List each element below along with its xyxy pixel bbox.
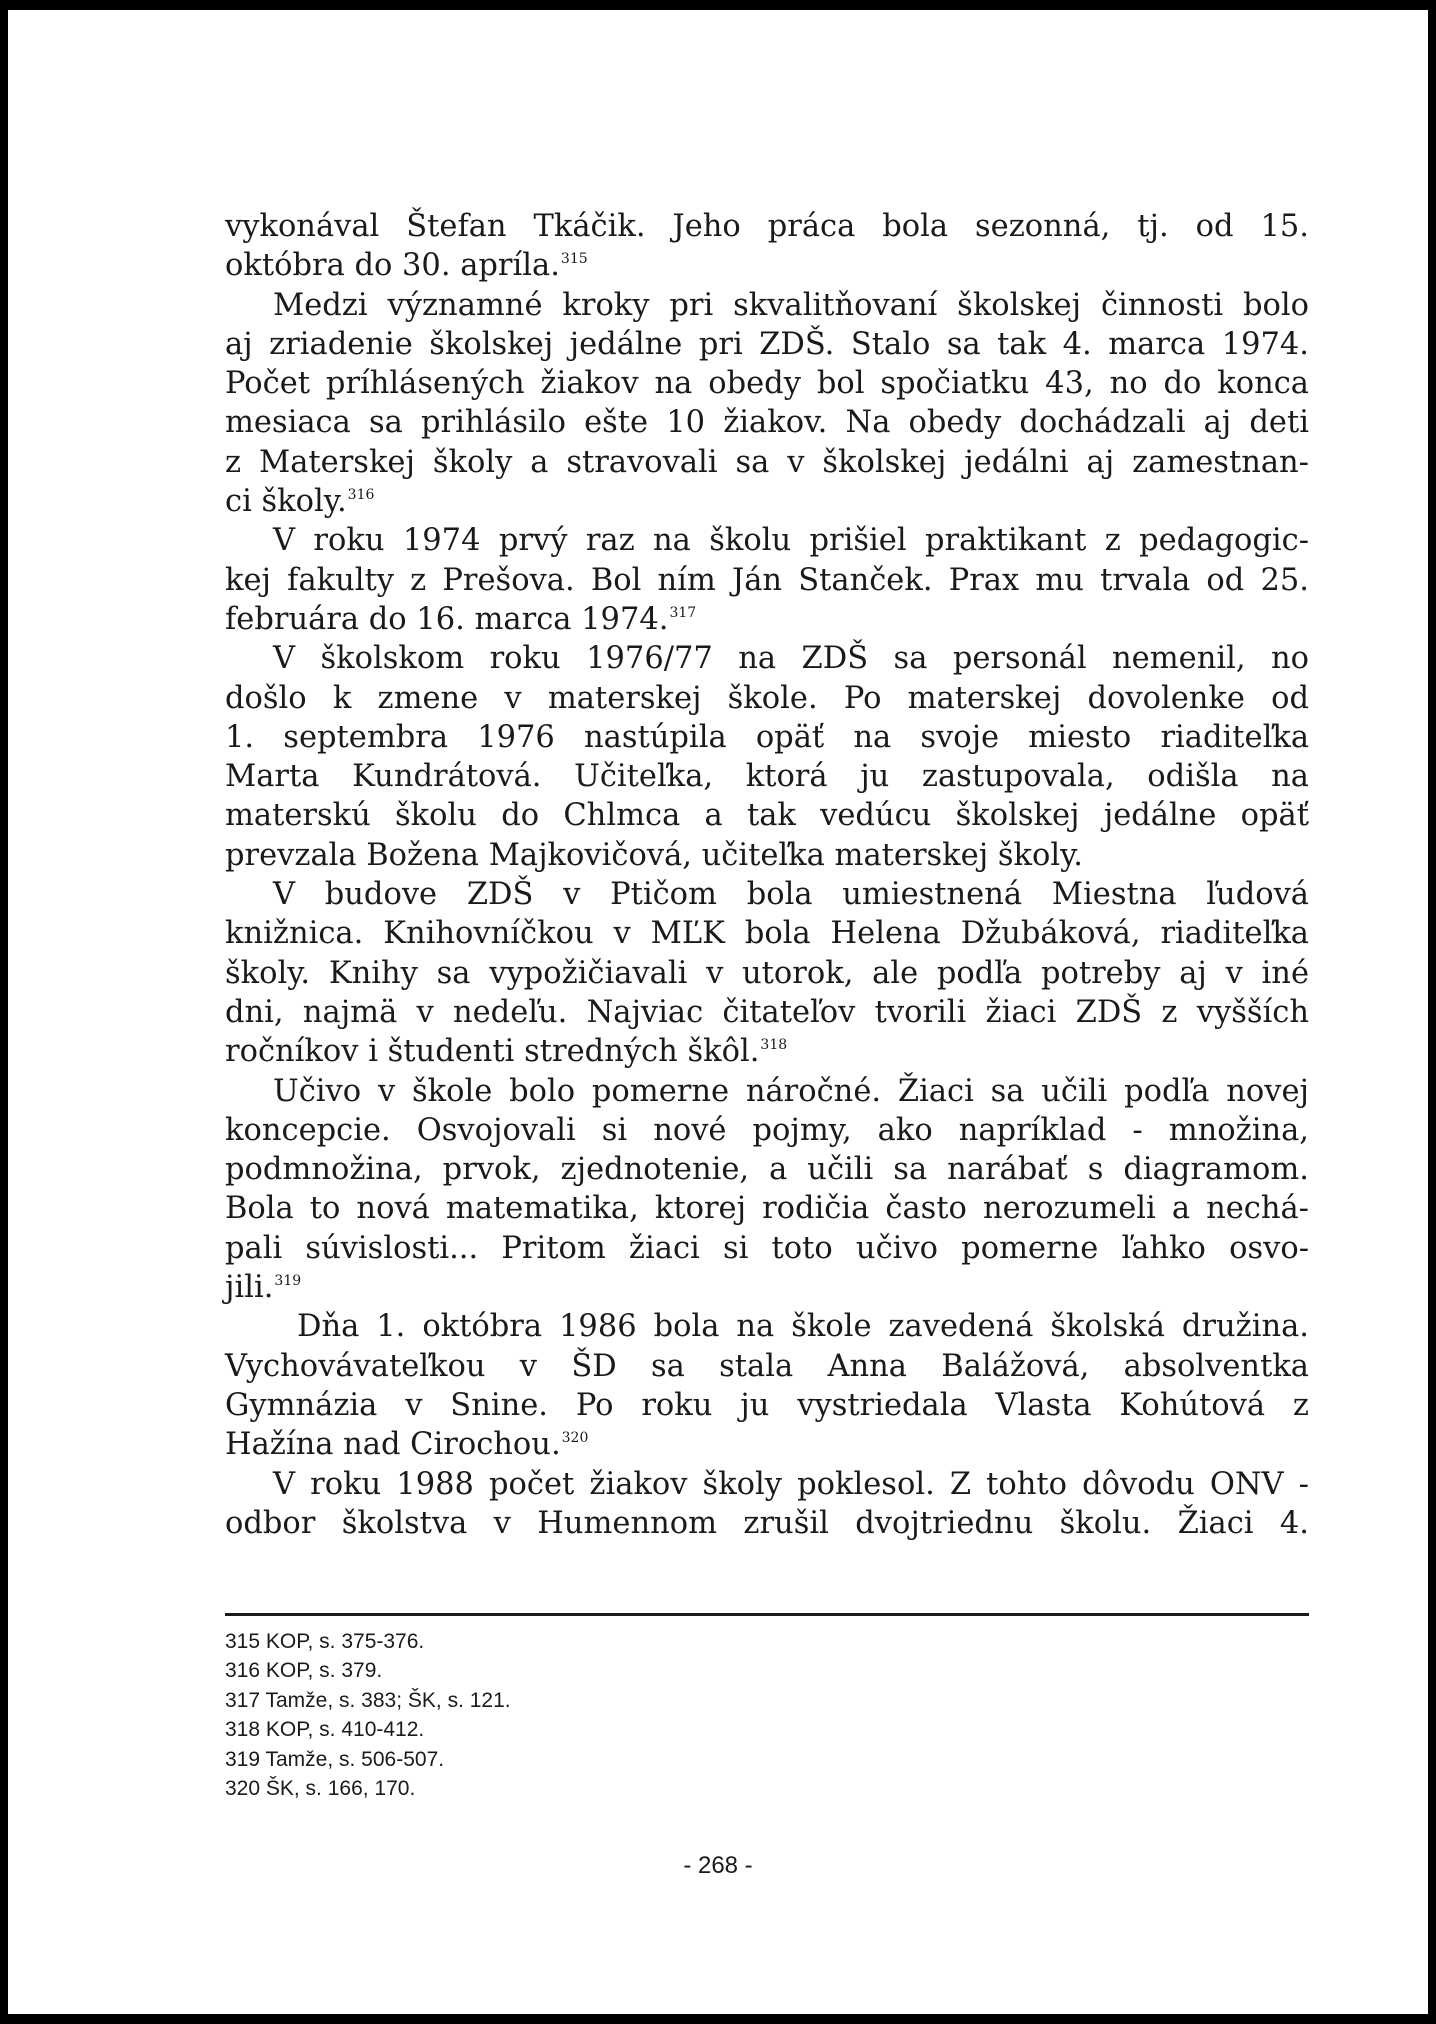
text-line: materskú školu do Chlmca a tak vedúcu školskej jedálne opäť (225, 798, 1309, 834)
paragraph-start-line: Dňa 1. októbra 1986 bola na škole zavedená školská družina. (297, 1309, 1309, 1345)
text-line: aj zriadenie školskej jedálne pri ZDŠ. Stalo sa tak 4. marca 1974. (225, 326, 1309, 362)
footnote-ref: 320 (561, 1430, 589, 1447)
footnote-ref: 318 (760, 1037, 788, 1054)
paragraph-start-line: Medzi významné kroky pri skvalitňovaní školskej činnosti bolo (273, 287, 1309, 323)
text-line: Gymnázia v Snine. Po roku ju vystriedala Vlasta Kohútová z (225, 1387, 1309, 1423)
text-line: ci školy.$^{316}$ (225, 484, 375, 520)
paragraph-start-line: Učivo v škole bolo pomerne náročné. Žiaci sa učili podľa novej (273, 1073, 1309, 1109)
text-line: odbor školstva v Humennom zrušil dvojtriednu školu. Žiaci 4. (225, 1505, 1309, 1541)
footnote: 320 ŠK, s. 166, 170. (225, 1777, 416, 1801)
text-line: kej fakulty z Prešova. Bol ním Ján Stanček. Prax mu trvala od 25. (225, 562, 1309, 598)
text-line: došlo k zmene v materskej škole. Po materskej dovolenke od (225, 680, 1309, 716)
page-number: - 268 - (683, 1852, 753, 1879)
text-line: koncepcie. Osvojovali si nové pojmy, ako napríklad - množina, (225, 1112, 1309, 1148)
footnotes (225, 1627, 925, 1803)
text-line: pali súvislosti... Pritom žiaci si toto učivo pomerne ľahko osvo- (225, 1230, 1309, 1266)
text-line: jili.$^{319}$ (225, 1270, 302, 1306)
text-line: vykonával Štefan Tkáčik. Jeho práca bola sezonná, tj. od 15. (225, 209, 1309, 244)
text-line: dni, najmä v nedeľu. Najviac čitateľov tvorili žiaci ZDŠ z vyšších (225, 994, 1309, 1030)
text-line: februára do 16. marca 1974.$^{317}$ (225, 601, 697, 637)
body-text (225, 207, 1309, 1543)
paragraph-start-line: V roku 1974 prvý raz na školu prišiel praktikant z pedagogic- (273, 523, 1309, 559)
text-line: z Materskej školy a stravovali sa v školskej jedálni aj zamestnan- (225, 444, 1309, 480)
footnote-ref: 319 (274, 1273, 302, 1290)
footnote-ref: 317 (669, 604, 697, 621)
footnote: 319 Tamže, s. 506-507. (225, 1747, 445, 1771)
text-line: Vychovávateľkou v ŠD sa stala Anna Balážová, absolventka (225, 1348, 1309, 1384)
text-line: podmnožina, prvok, zjednotenie, a učili sa narábať s diagramom. (225, 1152, 1309, 1188)
text-line: ročníkov i študenti stredných škôl.$^{318}$ (225, 1034, 788, 1070)
footnote-ref: 315 (560, 251, 588, 268)
paragraph-start-line: V školskom roku 1976/77 na ZDŠ sa personál nemenil, no (273, 641, 1309, 677)
text-line: Marta Kundrátová. Učiteľka, ktorá ju zastupovala, odišla na (225, 759, 1309, 795)
footnote-divider (225, 1613, 1309, 1616)
text-line: mesiaca sa prihlásilo ešte 10 žiakov. Na obedy dochádzali aj deti (225, 405, 1309, 441)
text-line: Bola to nová matematika, ktorej rodičia často nerozumeli a nechá- (225, 1191, 1309, 1227)
paragraph-start-line: V roku 1988 počet žiakov školy poklesol. Z tohto dôvodu ONV - (273, 1466, 1309, 1502)
footnote: 315 KOP, s. 375-376. (225, 1630, 425, 1653)
text-line: školy. Knihy sa vypožičiavali v utorok, ale podľa potreby aj v iné (225, 955, 1309, 991)
text-line: 1. septembra 1976 nastúpila opäť na svoje miesto riaditeľka (225, 719, 1309, 755)
footnote: 316 KOP, s. 379. (225, 1659, 383, 1683)
footnote-ref: 316 (347, 487, 375, 504)
footnote: 318 KOP, s. 410-412. (225, 1718, 425, 1742)
paragraph-start-line: V budove ZDŠ v Ptičom bola umiestnená Miestna ľudová (273, 877, 1309, 913)
text-line: Počet príhlásených žiakov na obedy bol spočiatku 43, no do konca (225, 366, 1309, 402)
text-line: októbra do 30. apríla.$^{315}$ (225, 248, 588, 284)
text-line: prevzala Božena Majkovičová, učiteľka materskej školy. (225, 837, 1083, 873)
text-line: knižnica. Knihovníčkou v MĽK bola Helena Džubáková, riaditeľka (225, 916, 1309, 952)
text-line: Hažína nad Cirochou.$^{320}$ (225, 1427, 589, 1463)
book-page (8, 10, 1428, 2014)
footnote: 317 Tamže, s. 383; ŠK, s. 121. (225, 1688, 511, 1712)
